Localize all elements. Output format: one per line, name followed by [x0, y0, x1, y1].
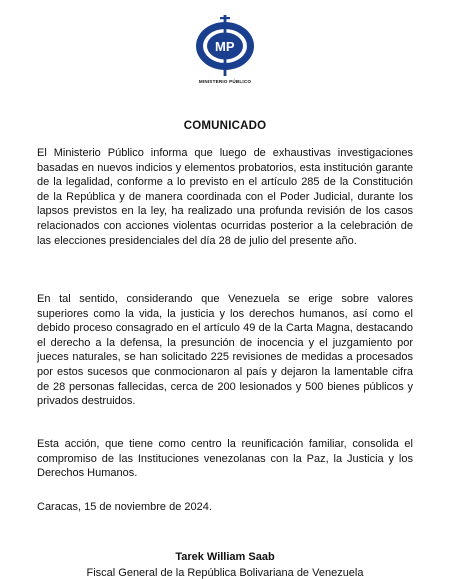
- paragraph-1: El Ministerio Público informa que luego de exhaustivas investigaciones basadas en nuevos indicios y elementos probatorios, esta institución garante de la legalidad, conforme a lo previsto en el artículo 285 de la Constitución de la República y de manera coordinada con el Poder Judicial, durante los lapsos previstos en la ley, ha realizado una profunda revisión de los casos relacionados con acciones violentas ocurridas posterior a la celebración de las elecciones presidenciales del día 28 de julio del presente año.: [37, 147, 413, 247]
- signatory-title: Fiscal General de la República Bolivariana de Venezuela: [86, 567, 364, 579]
- ministerio-publico-logo-icon: [193, 14, 257, 76]
- paragraph-3: Esta acción, que tiene como centro la reunificación familiar, consolida el compromiso de las Instituciones venezolanas con la Paz, la Justicia y los Derechos Humanos.: [37, 438, 413, 480]
- page-title: COMUNICADO: [183, 120, 267, 132]
- logo-letters: MP: [215, 39, 235, 54]
- signatory-name: Tarek William Saab: [175, 551, 275, 563]
- date-line: Caracas, 15 de noviembre de 2024.: [37, 501, 212, 513]
- logo-caption: MINISTERIO PÚBLICO: [198, 79, 252, 84]
- paragraph-2: En tal sentido, considerando que Venezuela se erige sobre valores superiores como la vida, la justicia y los derechos humanos, así como el debido proceso consagrado en el artículo 49 de la Carta Magna, destacando el derecho a la defensa, la presunción de inocencia y el juzgamiento por jueces naturales, se han solicitado 225 revisiones de medidas a procesados por estos sucesos que conmocionaron al país y dejaron la lamentable cifra de 28 personas fallecidas, cerca de 200 lesionados y 500 bienes públicos y privados destruidos.: [37, 293, 413, 408]
